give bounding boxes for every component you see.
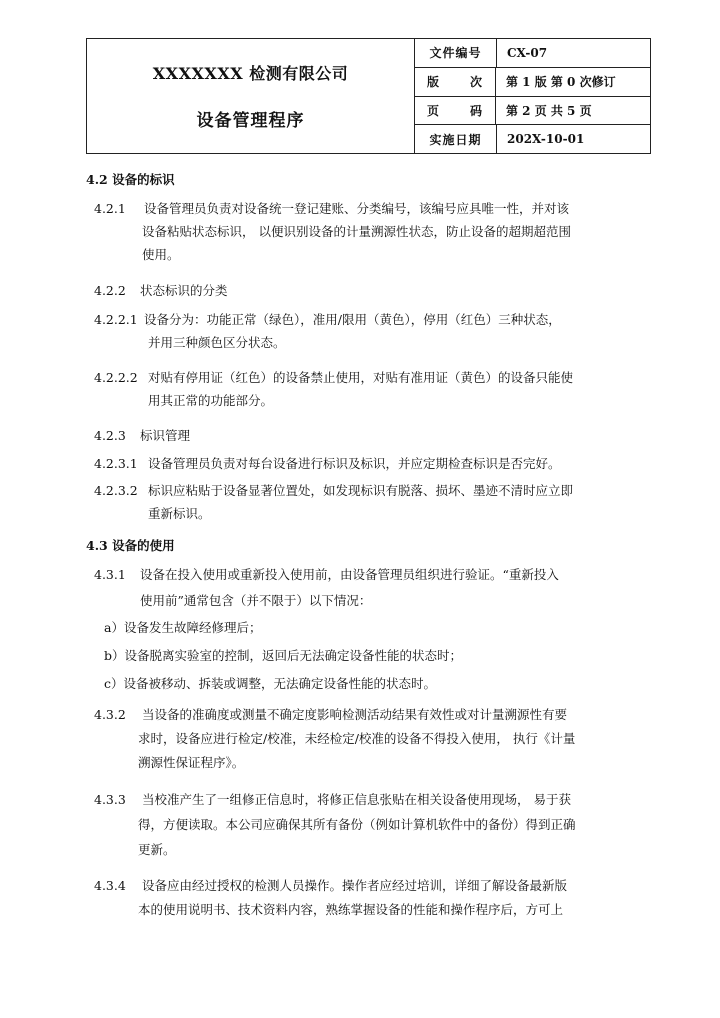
clause-4-2-3-1-line-1: 设备管理员负责对每台设备进行标识及标识，并应定期检查标识是否完好。 (148, 456, 561, 471)
clause-4-2-2-1-line-1: 设备分为：功能正常（绿色），准用/限用（黄色），停用（红色）三种状态， (144, 312, 561, 327)
label-version-b: 次 (469, 75, 483, 90)
clause-4-2-3-number: 4.2.3 (94, 428, 126, 443)
label-version (415, 68, 496, 96)
clause-4-3-2-line-1: 当设备的准确度或测量不确定度影响检测活动结果有效性或对计量溯源性有要 (142, 707, 568, 722)
header-row-doc-number (415, 39, 650, 68)
clause-4-2-2-text: 状态标识的分类 (140, 283, 228, 298)
clause-4-3-1-line-1: 设备在投入使用或重新投入使用前，由设备管理员组织进行验证。“重新投入 (140, 567, 559, 582)
document-header-table (86, 38, 651, 154)
section-heading-4-2: 4.2 设备的标识 (86, 172, 175, 187)
clause-4-3-3-line-3: 更新。 (138, 842, 176, 857)
label-page (415, 97, 496, 125)
clause-4-2-2-2-line-1: 对贴有停用证（红色）的设备禁止使用，对贴有准用证（黄色）的设备只能使 (148, 370, 574, 385)
value-date: 202X-10-01 (507, 132, 585, 147)
company-name: XXXXXXX 检测有限公司 (152, 64, 349, 83)
clause-4-2-1-number: 4.2.1 (94, 201, 126, 216)
list-item-b: b）设备脱离实验室的控制，返回后无法确定设备性能的状态时； (104, 648, 463, 663)
clause-4-2-2-2-number: 4.2.2.2 (94, 370, 138, 385)
clause-4-2-2-2-line-2: 用其正常的功能部分。 (148, 393, 274, 408)
clause-4-3-4-number: 4.3.4 (94, 878, 126, 893)
clause-4-3-2-line-2: 求时，设备应进行检定/校准，未经检定/校准的设备不得投入使用， 执行《计量 (138, 731, 576, 746)
clause-4-3-3-line-2: 得，方便读取。本公司应确保其所有备份（例如计算机软件中的备份）得到正确 (138, 817, 576, 832)
clause-4-3-4-line-1: 设备应由经过授权的检测人员操作。操作者应经过培训，详细了解设备最新版 (142, 878, 568, 893)
label-date: 实施日期 (415, 125, 497, 153)
clause-4-3-2-line-3: 溯源性保证程序》。 (138, 755, 245, 770)
header-row-page (415, 97, 650, 126)
clause-4-3-3-number: 4.3.3 (94, 792, 126, 807)
clause-4-2-3-text: 标识管理 (140, 428, 191, 443)
clause-4-3-4-line-2: 本的使用说明书、技术资料内容，熟练掌握设备的性能和操作程序后，方可上 (138, 902, 564, 917)
value-doc-number: CX-07 (507, 45, 548, 60)
clause-4-2-3-2-number: 4.2.3.2 (94, 483, 138, 498)
label-version-a: 版 (427, 75, 441, 90)
list-item-a: a）设备发生故障经修理后； (104, 620, 262, 635)
value-version: 第 1 版 第 0 次修订 (506, 75, 616, 90)
clause-4-3-1-line-2: 使用前”通常包含（并不限于）以下情况： (140, 593, 372, 608)
clause-4-2-3-2-line-1: 标识应粘贴于设备显著位置处，如发现标识有脱落、损坏、墨迹不清时应立即 (148, 483, 574, 498)
clause-4-3-3-line-1: 当校准产生了一组修正信息时，将修正信息张贴在相关设备使用现场， 易于获 (142, 792, 571, 807)
clause-4-3-1-number: 4.3.1 (94, 567, 126, 582)
clause-4-2-3-2-line-2: 重新标识。 (148, 506, 211, 521)
section-heading-4-3: 4.3 设备的使用 (86, 538, 175, 553)
label-page-a: 页 (427, 103, 441, 118)
clause-4-2-2-1-number: 4.2.2.1 (94, 312, 138, 327)
list-item-c: c）设备被移动、拆装或调整，无法确定设备性能的状态时。 (104, 676, 437, 691)
clause-4-2-3-1-number: 4.2.3.1 (94, 456, 138, 471)
value-page: 第 2 页 共 5 页 (506, 103, 592, 118)
header-title-cell (87, 39, 415, 153)
clause-4-2-2-1-line-2: 并用三种颜色区分状态。 (148, 335, 286, 350)
clause-4-2-2-number: 4.2.2 (94, 283, 126, 298)
header-info-cells (415, 39, 650, 153)
clause-4-2-1-line-3: 使用。 (142, 247, 180, 262)
header-row-date (415, 125, 650, 153)
label-doc-number: 文件编号 (415, 39, 497, 67)
clause-4-3-2-number: 4.3.2 (94, 707, 126, 722)
label-page-b: 码 (469, 103, 483, 118)
procedure-title: 设备管理程序 (196, 111, 305, 131)
header-row-version (415, 68, 650, 97)
clause-4-2-1-line-1: 设备管理员负责对设备统一登记建账、分类编号，该编号应具唯一性，并对该 (144, 201, 570, 216)
clause-4-2-1-line-2: 设备粘贴状态标识， 以便识别设备的计量溯源性状态，防止设备的超期超范围 (142, 224, 571, 239)
